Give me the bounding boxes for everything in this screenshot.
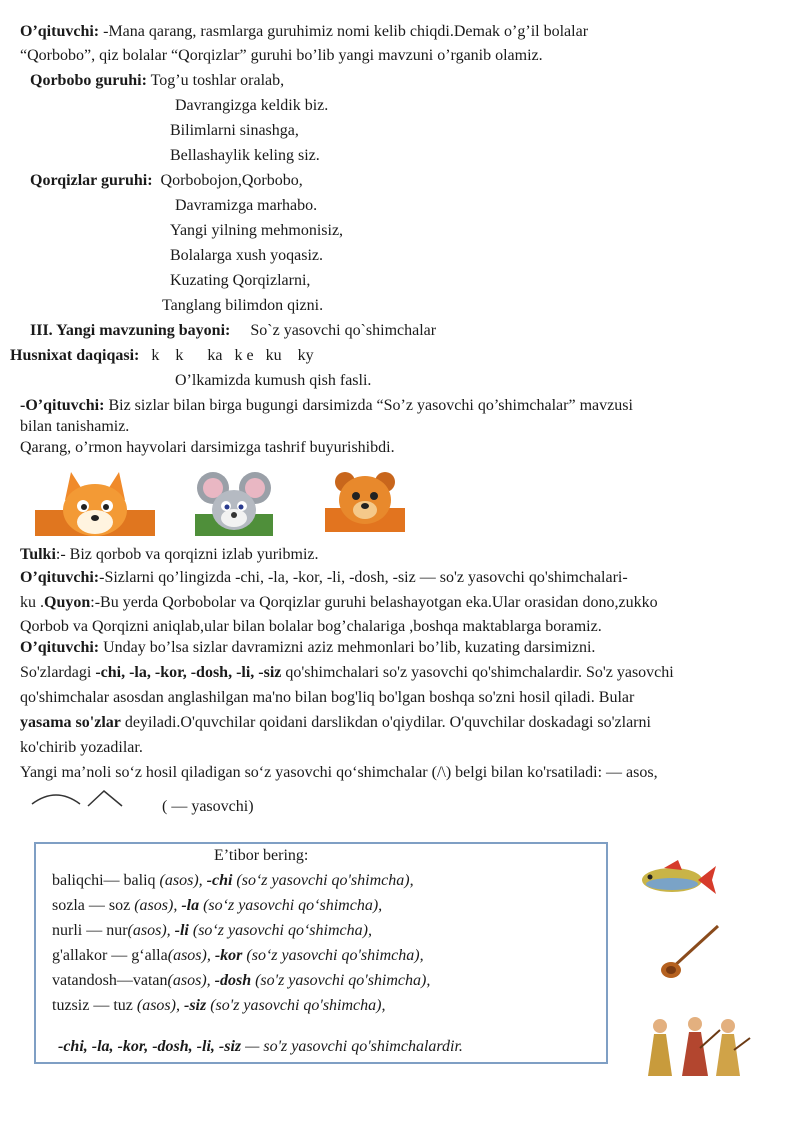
teacher-line: ku .Quyon:-Bu yerda Qorbobolar va Qorqizlar guruhi belashayotgan eka.Ular orasidan dono,zukko [20,594,658,611]
fox-icon [35,470,155,540]
husnixat-line: Husnixat daqiqasi: k k ka k e ku ky [10,347,314,364]
teacher-line: Qarang, o’rmon hayvolari darsimizga tashrif buyurishibdi. [20,439,395,456]
box-row: g'allakor — g‘alla(asos), -kor (so‘z yasovchi qo'shimcha), [52,947,424,964]
box-row: vatandosh—vatan(asos), -dosh (so'z yasovchi qo'shimcha), [52,972,431,989]
tulki-line: Tulki:- Biz qorbob va qorqizni izlab yuribmiz. [20,546,319,563]
box-row: tuzsiz — tuz (asos), -siz (so'z yasovchi qo'shimcha), [52,997,386,1014]
asos-yasovchi-signs [30,788,126,810]
box-row: nurli — nur(asos), -li (so‘z yasovchi qo‘shimcha), [52,922,372,939]
poem-line: Davramizga marhabo. [175,197,318,214]
bear-icon [325,470,405,536]
poem-line: Bolalarga xush yoqasiz. [170,247,324,264]
fish-icon [638,858,718,900]
husnixat-phrase: O’lkamizda kumush qish fasli. [175,372,372,389]
rule-line: Yangi ma’noli so‘z hosil qiladigan so‘z yasovchi qo‘shimchalar (/\) belgi bilan ko'rsatiladi: — asos, [20,764,658,781]
box-row: sozla — soz (asos), -la (so‘z yasovchi qo‘shimcha), [52,897,383,914]
box-summary: -chi, -la, -kor, -dosh, -li, -siz — so'z yasovchi qo'shimchalardir. [58,1038,463,1055]
intro-line-2: “Qorbobo”, qiz bolalar “Qorqizlar” guruhi bo’lib yangi mavzuni o’rganib olamiz. [20,47,543,64]
box-row: baliqchi— baliq (asos), -chi (so‘z yasovchi qo'shimcha), [52,872,414,889]
teacher-line: bilan tanishamiz. [20,418,130,435]
rule-line: yasama so'zlar deyiladi.O'quvchilar qoidani darslikdan o'qiydilar. O'quvchilar doskadagi so'zlarni [20,714,651,731]
musicians-icon [640,1012,752,1078]
rule-line: ko'chirib yozadilar. [20,739,143,756]
rule-line: qo'shimchalar asosdan anglashilgan ma'no bilan bog'liq bo'lgan boshqa so'zni hosil qiladi. Bular [20,689,635,706]
dutar-icon [658,922,722,982]
intro-line-1: O’qituvchi: -Mana qarang, rasmlarga guruhimiz nomi kelib chiqdi.Demak o’g’il bolalar [20,23,589,40]
speaker: O’qituvchi: [20,23,100,40]
teacher-line: O’qituvchi:-Sizlarni qo’lingizda -chi, -la, -kor, -li, -dosh, -siz — so'z yasovchi qo'shimchalari- [20,569,628,586]
poem-line: Yangi yilning mehmonisiz, [170,222,344,239]
legend-text: ( — yasovchi) [162,798,254,815]
box-title: E’tibor bering: [214,847,309,864]
poem-line: Kuzating Qorqizlarni, [170,272,311,289]
mouse-icon [195,470,273,538]
teacher-line: Qorbob va Qorqizni aniqlab,ular bilan bolalar bog’chalariga ,boshqa maktablarga boramiz. [20,618,602,635]
poem-line: Bellashaylik keling siz. [170,147,320,164]
poem-line: Davrangizga keldik biz. [175,97,329,114]
section-heading: III. Yangi mavzuning bayoni: So`z yasovchi qo`shimchalar [30,322,437,339]
poem-line: Bilimlarni sinashga, [170,122,299,139]
qorbobo-line-1: Qorbobo guruhi: Tog’u toshlar oralab, [30,72,285,89]
teacher-line: O’qituvchi: Unday bo’lsa sizlar davramizni aziz mehmonlari bo’lib, kuzating darsimizni. [20,639,596,656]
teacher-line: -O’qituvchi: Biz sizlar bilan birga bugungi darsimizda “So’z yasovchi qo’shimchalar” mavzusi [20,397,633,414]
qorqizlar-line-1: Qorqizlar guruhi: Qorbobojon,Qorbobo, [30,172,303,189]
rule-line: So'zlardagi -chi, -la, -kor, -dosh, -li, -siz qo'shimchalari so'z yasovchi qo'shimchalardir. So'z yasovchi [20,664,674,681]
poem-line: Tanglang bilimdon qizni. [162,297,324,314]
